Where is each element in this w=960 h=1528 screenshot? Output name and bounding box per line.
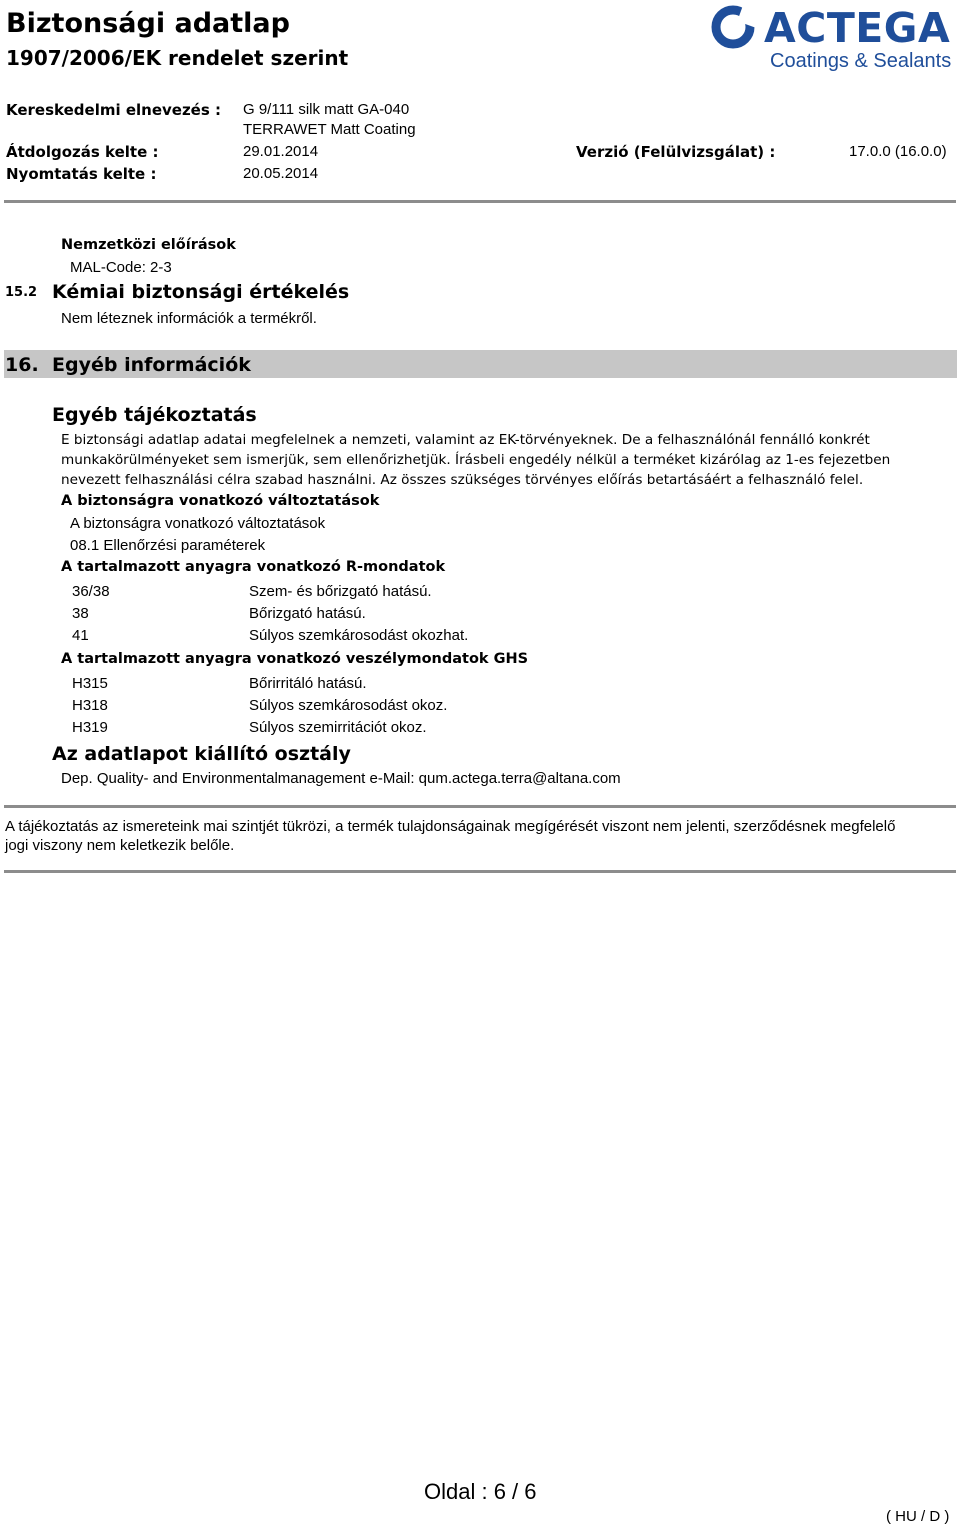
safety-changes-line-2: 08.1 Ellenőrzési paraméterek [70, 537, 266, 554]
disclaimer-top-divider [4, 805, 956, 808]
disclaimer-line-1: A tájékoztatás az ismereteink mai szintjét tükrözi, a termék tulajdonságainak megígérését viszont nem jelenti, szerződésnek megfelelő [5, 818, 896, 835]
document-title: Biztonsági adatlap [6, 8, 290, 39]
h-phrase-text: Súlyos szemkárosodást okoz. [249, 697, 448, 714]
print-date-label: Nyomtatás kelte : [6, 165, 157, 183]
section-16-title: Egyéb információk [52, 354, 251, 376]
safety-changes-heading: A biztonságra vonatkozó változtatások [61, 493, 380, 509]
r-phrase-code: 36/38 [72, 583, 110, 600]
issuing-department-contact: Dep. Quality- and Environmentalmanagement e-Mail: qum.actega.terra@altana.com [61, 770, 621, 787]
mal-code: MAL-Code: 2-3 [70, 259, 172, 276]
version-label: Verzió (Felülvizsgálat) : [576, 143, 776, 161]
issuing-department-heading: Az adatlapot kiállító osztály [52, 743, 351, 765]
safety-changes-line-1: A biztonságra vonatkozó változtatások [70, 515, 326, 532]
print-date-value: 20.05.2014 [243, 165, 319, 182]
page-number: Oldal : 6 / 6 [424, 1479, 537, 1504]
trade-name-label: Kereskedelmi elnevezés : [6, 101, 221, 119]
locale-indicator: ( HU / D ) [886, 1508, 950, 1525]
section-15-2-number: 15.2 [5, 285, 38, 300]
r-phrase-code: 41 [72, 627, 89, 644]
document-subtitle: 1907/2006/EK rendelet szerint [6, 46, 349, 70]
header-divider [4, 200, 956, 203]
disclaimer-line-2: jogi viszony nem keletkezik belőle. [5, 837, 235, 854]
chemical-safety-assessment-text: Nem léteznek információk a termékről. [61, 310, 317, 327]
revision-date-label: Átdolgozás kelte : [6, 143, 159, 161]
brand-tagline: Coatings & Sealants [770, 50, 952, 72]
international-regulations-heading: Nemzetközi előírások [61, 237, 236, 253]
chemical-safety-assessment-heading: Kémiai biztonsági értékelés [52, 281, 350, 303]
h-phrase-code: H315 [72, 675, 108, 692]
h-phrases-heading: A tartalmazott anyagra vonatkozó veszélymondatok GHS [61, 651, 529, 667]
r-phrase-code: 38 [72, 605, 89, 622]
section-16-number: 16. [5, 354, 39, 376]
h-phrase-code: H319 [72, 719, 108, 736]
r-phrase-text: Szem- és bőrizgató hatású. [249, 583, 432, 600]
other-information-line-1: E biztonsági adatlap adatai megfelelnek a nemzeti, valamint az EK-törvényeknek. De a felhasználónál fennálló konkrét [61, 432, 870, 448]
r-phrase-text: Súlyos szemkárosodást okozhat. [249, 627, 469, 644]
revision-date-value: 29.01.2014 [243, 143, 319, 160]
r-phrases-heading: A tartalmazott anyagra vonatkozó R-mondatok [61, 559, 446, 575]
h-phrase-code: H318 [72, 697, 108, 714]
actega-ring-logo-icon [711, 5, 755, 49]
version-value: 17.0.0 (16.0.0) [849, 143, 947, 160]
r-phrase-text: Bőrizgató hatású. [249, 605, 366, 622]
h-phrase-text: Bőrirritáló hatású. [249, 675, 367, 692]
trade-name-line1: G 9/111 silk matt GA-040 [243, 101, 410, 118]
h-phrase-text: Súlyos szemirritációt okoz. [249, 719, 427, 736]
other-information-line-3: nevezett felhasználási célra szabad használni. Az összes szükséges törvényes előírás betartásáért a felhasználó felel. [61, 472, 864, 488]
other-information-heading: Egyéb tájékoztatás [52, 404, 257, 426]
trade-name-line2: TERRAWET Matt Coating [243, 121, 416, 138]
brand-name: ACTEGA [764, 4, 951, 52]
disclaimer-bottom-divider [4, 870, 956, 873]
other-information-line-2: munkakörülményeket sem ismerjük, sem ellenőrizhetjük. Írásbeli engedély nélkül a terméket kizárólag az 1-es fejezetben [61, 452, 891, 468]
